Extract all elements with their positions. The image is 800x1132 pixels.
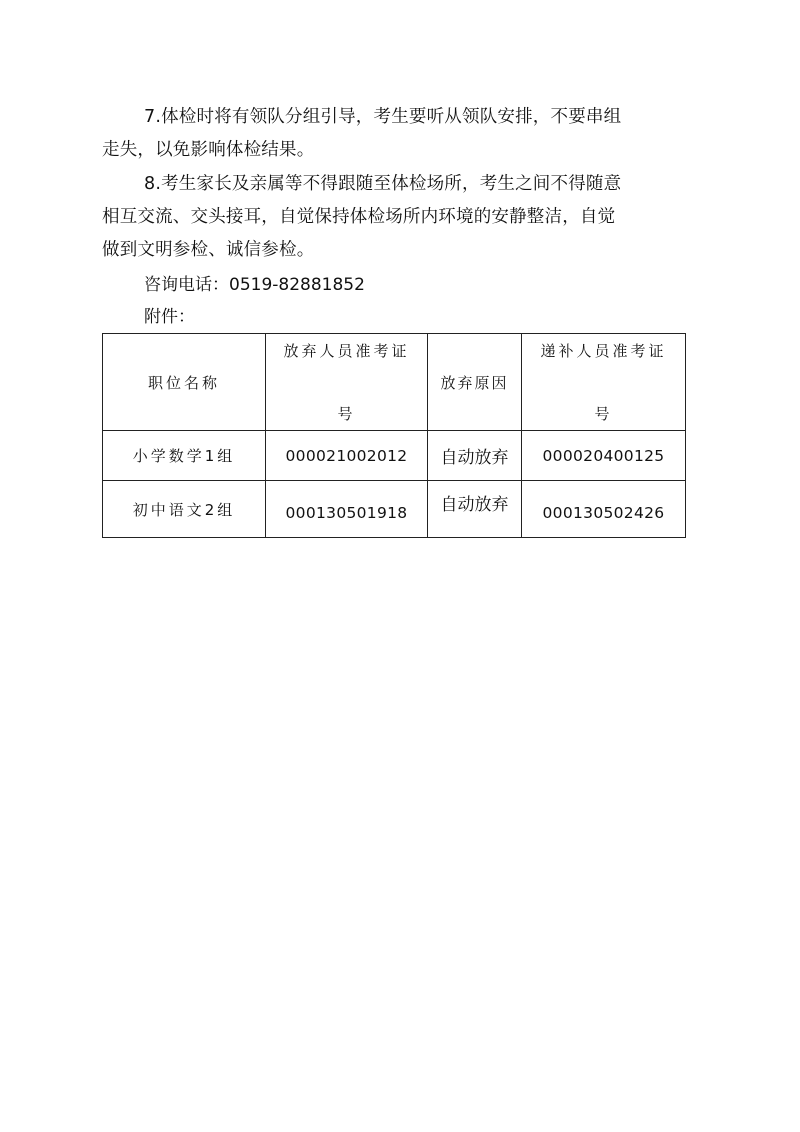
header-position: 职位名称 — [103, 334, 266, 431]
header-replacement-id-line1: 递补人员准考证 — [540, 342, 667, 360]
cell-replacement-id: 000130502426 — [522, 481, 686, 538]
paragraph-line: 做到文明参检、诚信参检。 — [102, 240, 315, 260]
paragraph-item-8 — [102, 168, 692, 267]
table-header-row — [103, 334, 686, 431]
header-abandon-id — [266, 334, 428, 431]
attachment-table — [102, 333, 686, 538]
cell-abandon-id: 000021002012 — [266, 431, 428, 481]
table-row — [103, 431, 686, 481]
header-abandon-id-line2: 号 — [337, 405, 356, 423]
attachment-label: 附件： — [144, 307, 195, 327]
paragraph-line: 8.考生家长及亲属等不得跟随至体检场所，考生之间不得随意 — [144, 174, 622, 194]
contact-phone: 咨询电话：0519-82881852 — [144, 275, 365, 295]
table-row — [103, 481, 686, 538]
header-replacement-id — [522, 334, 686, 431]
header-replacement-id-line2: 号 — [594, 405, 613, 423]
cell-replacement-id: 000020400125 — [522, 431, 686, 481]
cell-reason: 自动放弃 — [428, 431, 522, 481]
cell-position: 初中语文2组 — [103, 481, 266, 538]
paragraph-line: 相互交流、交头接耳，自觉保持体检场所内环境的安静整洁，自觉 — [102, 207, 616, 227]
header-reason: 放弃原因 — [428, 334, 522, 431]
paragraph-item-7 — [102, 101, 692, 167]
header-abandon-id-line1: 放弃人员准考证 — [283, 342, 410, 360]
paragraph-line: 走失，以免影响体检结果。 — [102, 140, 315, 160]
paragraph-line: 7.体检时将有领队分组引导，考生要听从领队安排，不要串组 — [144, 107, 622, 127]
cell-position: 小学数学1组 — [103, 431, 266, 481]
cell-reason: 自动放弃 — [428, 481, 522, 538]
cell-abandon-id: 000130501918 — [266, 481, 428, 538]
